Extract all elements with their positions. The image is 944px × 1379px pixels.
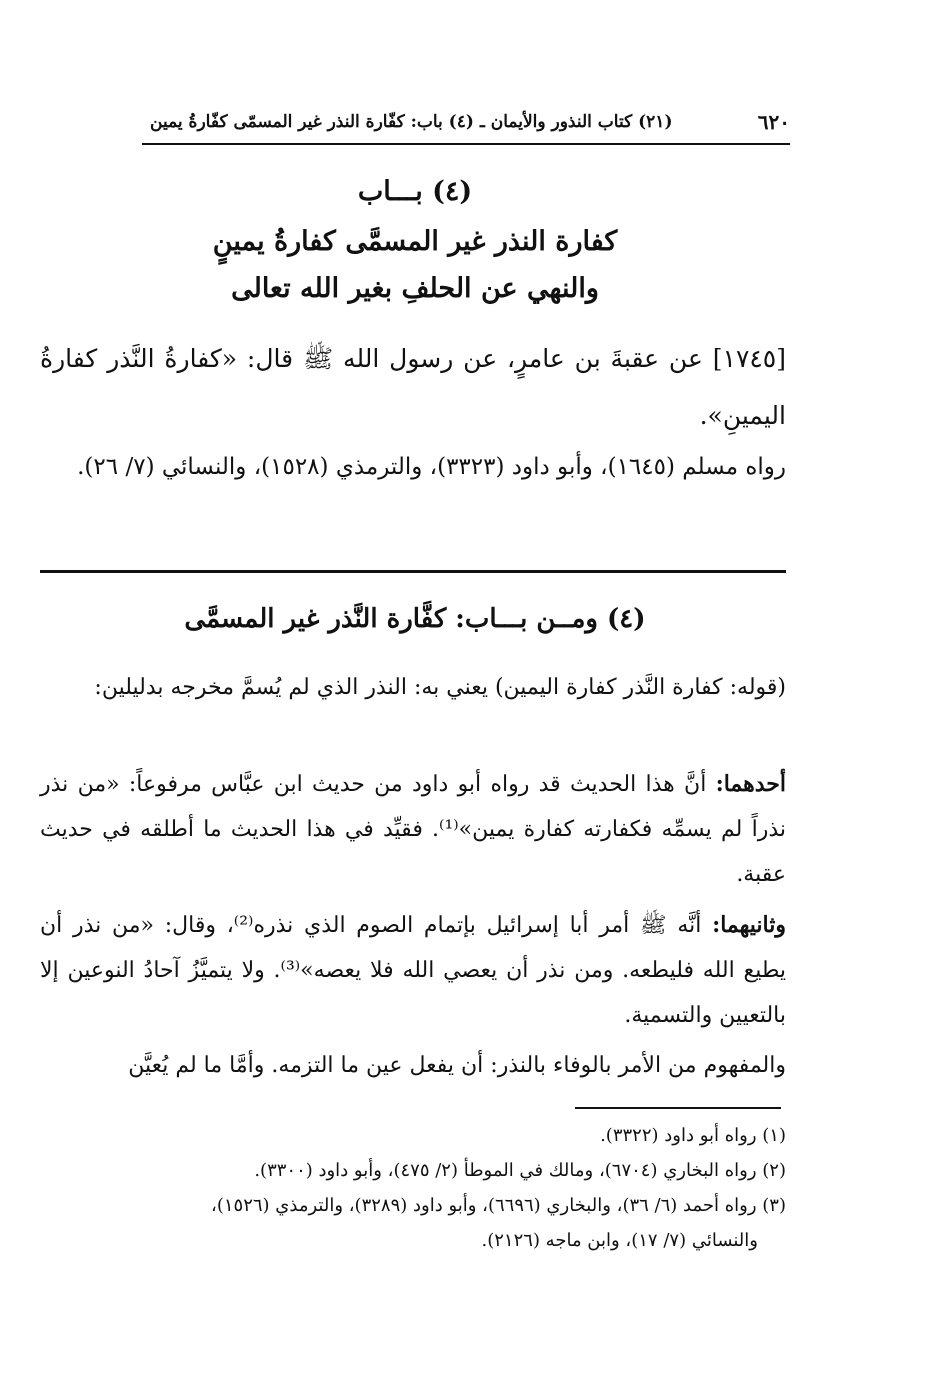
chapter-title-line2: والنهي عن الحلفِ بغير الله تعالى [231, 273, 599, 304]
second-proof-text: أنَّه ﷺ أمر أبا إسرائيل بإتمام الصوم الذي نذره⁽²⁾، وقال: «من نذر أن يطيع الله فليطعه. ومن نذر أن يعصي الله فلا يعصه»⁽³⁾. ولا يتميَّزُ آحادُ النوعين إلا بالتعيين والتسمية. [40, 913, 786, 1028]
commentary-paragraph-3 [40, 903, 786, 1038]
hadith-text: [١٧٤٥] عن عقبةَ بن عامرٍ، عن رسول الله ﷺ قال: «كفارةُ النَّذر كفارةُ اليمينِ». [40, 344, 786, 430]
chapter-number: (٤) بـــاب [357, 176, 473, 207]
chapter-title-line1: كفارة النذر غير المسمَّى كفارةُ يمينٍ [212, 226, 618, 257]
running-header [142, 110, 790, 138]
commentary-paragraph-2 [40, 762, 786, 897]
commentary-heading: (٤) ومــن بـــاب: كفَّارة النَّذر غير المسمَّى [184, 604, 646, 634]
footnote-1: (١) رواه أبو داود (٣٣٢٢). [600, 1125, 786, 1146]
commentary-paragraph-1: (قوله: كفارة النَّذر كفارة اليمين) يعني به: النذر الذي لم يُسمَّ مخرجه بدليلين: [94, 675, 786, 700]
footnote-2: (٢) رواه البخاري (٦٧٠٤)، ومالك في الموطأ (٢/ ٤٧٥)، وأبو داود (٣٣٠٠). [254, 1160, 786, 1181]
header-rule [142, 143, 790, 145]
second-proof-label: وثانيهما: [712, 912, 786, 938]
footnotes [40, 1118, 786, 1258]
first-proof-label: أحدهما: [715, 771, 786, 797]
footnote-rule [575, 1107, 781, 1109]
hadith-takhrij: رواه مسلم (١٦٤٥)، وأبو داود (٣٣٢٣)، والترمذي (١٥٢٨)، والنسائي (٧/ ٢٦). [77, 454, 786, 480]
first-proof-text: أنَّ هذا الحديث قد رواه أبو داود من حديث ابن عبَّاس مرفوعاً: «من نذر نذراً لم يسمِّه فكفارته كفارة يمين»⁽¹⁾. فقيِّد في هذا الحديث ما أطلقه في حديث عقبة. [40, 772, 786, 887]
footnote-3: (٣) رواه أحمد (٦/ ٣٦)، والبخاري (٦٦٩٦)، وأبو داود (٣٢٨٩)، والترمذي (١٥٢٦)، [211, 1195, 786, 1216]
commentary-paragraph-4: والمفهوم من الأمر بالوفاء بالنذر: أن يفعل عين ما التزمه. وأمَّا ما لم يُعيَّن [128, 1053, 786, 1078]
running-title: (٢١) كتاب النذور والأيمان ـ (٤) باب: كفّارة النذر غير المسمّى كفّارةُ يمين [150, 112, 673, 132]
section-divider [40, 570, 786, 573]
footnote-3-continued: والنسائي (٧/ ١٧)، وابن ماجه (٢١٢٦). [481, 1230, 758, 1251]
page-number: ٦٢٠ [757, 110, 790, 134]
